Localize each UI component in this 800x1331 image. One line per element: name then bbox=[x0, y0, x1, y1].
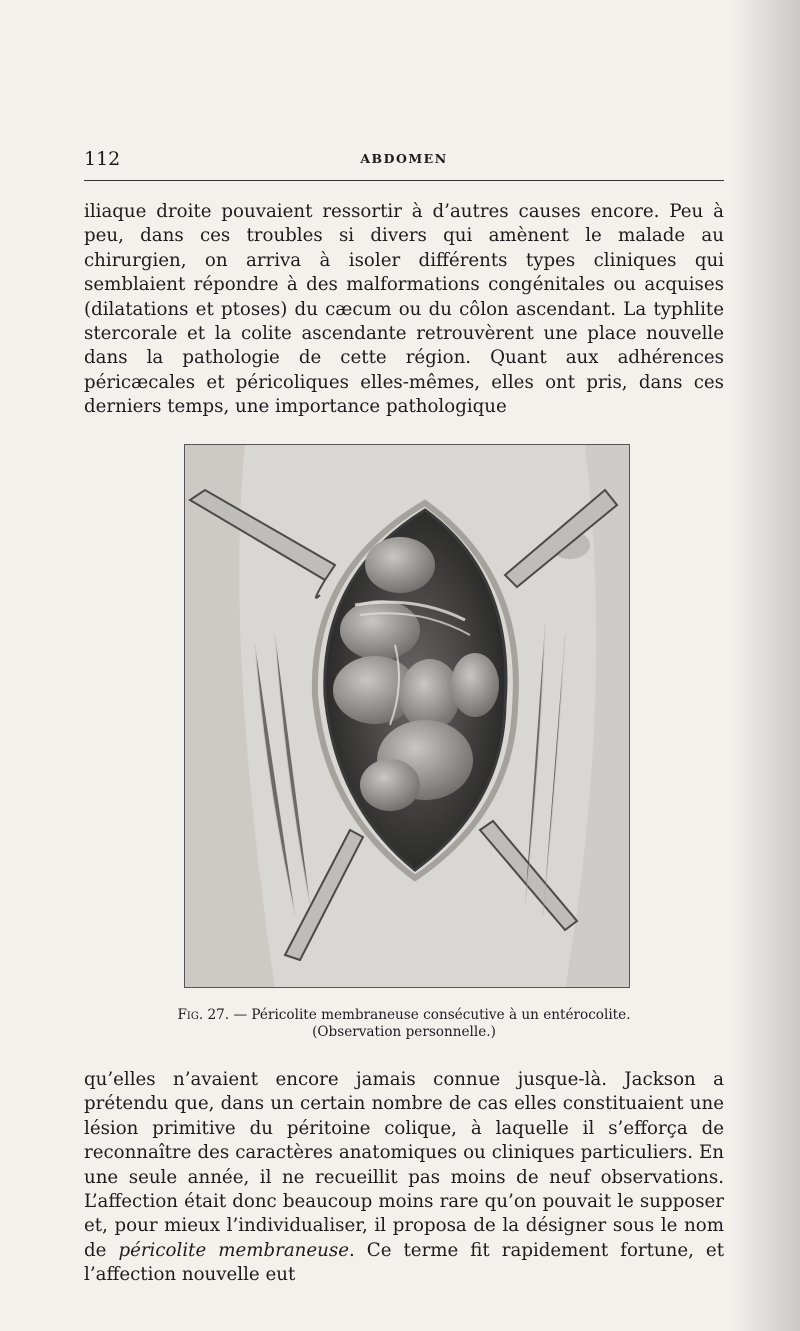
figure-caption-line2: (Observation personnelle.) bbox=[312, 1024, 496, 1040]
page-number: 112 bbox=[84, 148, 121, 170]
caption-text: Péricolite membraneuse consécutive à un entérocolite. bbox=[251, 1007, 631, 1023]
paragraph-bottom-end: . Ce terme fit rapidement fortune, et l’affection nouvelle eut bbox=[84, 1239, 725, 1286]
running-head: ABDOMEN bbox=[360, 151, 448, 166]
paragraph-bottom-text: qu’elles n’avaient encore jamais connue jusque-là. Jackson a prétendu que, dans un certain nombre de cas elles constituaient une lésion primitive du péritoine colique, à laquelle il s’efforça de reconnaître des caractères anatomiques ou cliniques particuliers. En une seule année, il ne recueillit pas moins de neuf observations. L’affection était donc beaucoup moins rare qu’on pouvait le supposer et, pour mieux l’individualiser, il proposa de la désigner sous le nom de bbox=[84, 1069, 724, 1261]
page-header bbox=[84, 148, 724, 178]
caption-dash: — bbox=[229, 1007, 252, 1023]
paragraph-bottom bbox=[84, 1068, 724, 1288]
surgical-illustration bbox=[185, 445, 630, 988]
italic-term: péricolite membraneuse bbox=[118, 1239, 349, 1261]
paragraph-top: iliaque droite pouvaient ressortir à d’autres causes encore. Peu à peu, dans ces troubles si divers qui amènent le malade au chirurgien, on arriva à isoler différents types cliniques qui semblaient répondre à des malformations congénitales ou acquises (dilatations et ptoses) du cæcum ou du côlon ascendant. La typhlite stercorale et la colite ascendante retrouvèrent une place nouvelle dans la pathologie de cette région. Quant aux adhérences péricæcales et péricoliques elles-mêmes, elles ont pris, dans ces derniers temps, une importance pathologique bbox=[84, 201, 724, 418]
header-rule bbox=[84, 180, 724, 181]
figure-caption-line1 bbox=[84, 1006, 724, 1024]
figure-label: Fig. 27. bbox=[177, 1007, 230, 1023]
page-edge-shadow bbox=[730, 0, 800, 1331]
figure-illustration bbox=[184, 444, 630, 988]
